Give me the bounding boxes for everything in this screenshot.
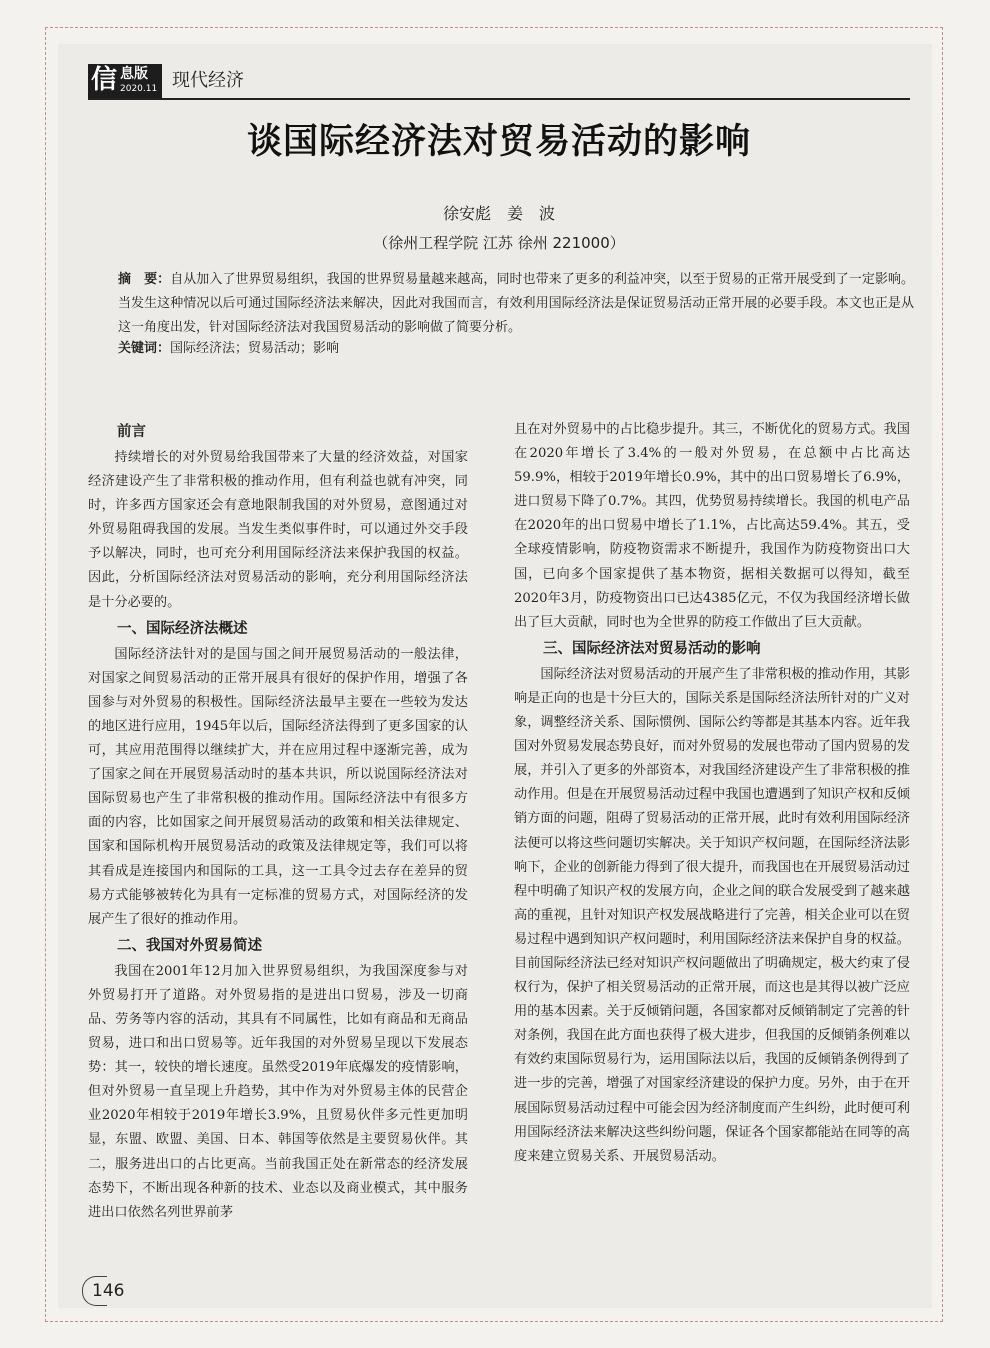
heading-section-2: 二、我国对外贸易简述 <box>117 937 262 954</box>
heading-section-1: 一、国际经济法概述 <box>117 620 248 637</box>
heading-intro: 前言 <box>117 424 146 440</box>
abstract-label: 摘 要： <box>118 272 171 287</box>
badge-big-char: 信 <box>91 65 118 95</box>
journal-header <box>88 64 910 100</box>
paragraph-section-2-continued: 且在对外贸易中的占比稳步提升。其三，不断优化的贸易方式。我国在2020年增长了3.4%的一般对外贸易，在总额中占比高达59.9%，相较于2019年增长0.9%，其中的出口贸易增长了6.9%，进口贸易下降了0.7%。其四，优势贸易持续增长。我国的机电产品在2020年的出口贸易中增长了1.1%，占比高达59.4%。其五，受全球疫情影响，防疫物资需求不断提升，我国作为防疫物资出口大国，已向多个国家提供了基本物资，据相关数据可以得知，截至2020年3月，防疫物资出口已达4385亿元，不仅为我国经济增长做出了巨大贡献，同时也为全世界的防疫工作做出了巨大贡献。 <box>514 422 910 630</box>
page-number-text: 146 <box>92 1281 125 1301</box>
article-title: 谈国际经济法对贸易活动的影响 <box>246 122 751 162</box>
abstract-text: 自从加入了世界贸易组织，我国的世界贸易量越来越高，同时也带来了更多的利益冲突，以至于贸易的正常开展受到了一定影响。当发生这种情况以后可通过国际经济法来解决，因此对我国而言，有效利用国际经济法是保证贸易活动正常开展的必要手段。本文也正是从这一角度出发，针对国际经济法对我国贸易活动的影响做了简要分析。 <box>118 272 914 335</box>
keywords-label: 关键词： <box>118 341 171 356</box>
paragraph-intro: 持续增长的对外贸易给我国带来了大量的经济效益，对国家经济建设产生了非常积极的推动作用，但有利益也就有冲突，同时，许多西方国家还会有意地限制我国的对外贸易，意图通过对外贸易阻碍我国的发展。当发生类似事件时，可以通过外交手段予以解决，同时，也可充分利用国际经济法来保护我国的权益。因此，分析国际经济法对贸易活动的影响，充分利用国际经济法是十分必要的。 <box>88 450 468 610</box>
journal-badge <box>88 64 162 98</box>
article-authors: 徐安彪 姜 波 <box>442 204 555 223</box>
section-name: 现代经济 <box>172 70 244 91</box>
badge-date: 2020.11 <box>120 84 158 94</box>
heading-section-3: 三、国际经济法对贸易活动的影响 <box>543 640 761 657</box>
keywords <box>118 338 914 360</box>
left-column <box>88 418 468 1225</box>
right-column <box>514 418 910 1169</box>
paragraph-section-1: 国际经济法针对的是国与国之间开展贸易活动的一般法律，对国家之间贸易活动的正常开展具有很好的保护作用，增强了各国参与对外贸易的积极性。国际经济法最早主要在一些较为发达的地区进行应用，1945年以后，国际经济法得到了更多国家的认可，其应用范围得以继续扩大，并在应用过程中逐渐完善，成为了国家之间在开展贸易活动时的基本共识，所以说国际经济法对国际贸易也产生了非常积极的推动作用。国际经济法中有很多方面的内容，比如国家之间开展贸易活动的政策和相关法律规定、国家和国际机构开展贸易活动的政策及法律规定等，我们可以将其看成是连接国内和国际的工具，这一工具令过去存在差异的贸易方式能够被转化为具有一定标准的贸易方式，对国际经济的发展产生了很好的推动作用。 <box>88 646 468 927</box>
article-affiliation: （徐州工程学院 江苏 徐州 221000） <box>373 234 625 252</box>
paragraph-section-3: 国际经济法对贸易活动的开展产生了非常积极的推动作用，其影响是正向的也是十分巨大的，国际关系是国际经济法所针对的广义对象，调整经济关系、国际惯例、国际公约等都是其基本内容。近年我国对外贸易发展态势良好，而对外贸易的发展也带动了国内贸易的发展，并引入了更多的外部资本，对我国经济建设产生了非常积极的推动作用。但是在开展贸易活动过程中我国也遭遇到了知识产权和反倾销方面的问题，阻碍了贸易活动的正常开展，此时有效利用国际经济法便可以将这些问题切实解决。关于知识产权问题，在国际经济法影响下，企业的创新能力得到了很大提升，而我国也在开展贸易活动过程中明确了知识产权的发展方向，企业之间的联合发展受到了越来越高的重视，且针对知识产权发展战略进行了完善，相关企业可以在贸易过程中遇到知识产权问题时，利用国际经济法来保护自身的权益。目前国际经济法已经对知识产权问题做出了明确规定，极大约束了侵权行为，保护了相关贸易活动的正常开展，而这也是其得以被广泛应用的基本因素。关于反倾销问题，各国家都对反倾销制定了完善的针对条例，我国在此方面也获得了极大进步，但我国的反倾销条例难以有效约束国际贸易行为，运用国际法以后，我国的反倾销条例得到了进一步的完善，增强了对国家经济建设的保护力度。另外，由于在开展国际贸易活动过程中可能会因为经济制度而产生纠纷，此时便可利用国际经济法来解决这些纠纷问题，保证各个国家都能站在同等的高度来建立贸易关系、开展贸易活动。 <box>514 666 910 1164</box>
page-number <box>88 1278 124 1304</box>
paragraph-section-2: 我国在2001年12月加入世界贸易组织，为我国深度参与对外贸易打开了道路。对外贸易指的是进出口贸易，涉及一切商品、劳务等内容的活动，其具有不同属性，比如有商品和无商品贸易，进口和出口贸易等。近年我国的对外贸易呈现以下发展态势：其一，较快的增长速度。虽然受2019年底爆发的疫情影响，但对外贸易一直呈现上升趋势，其中作为对外贸易主体的民营企业2020年相较于2019年增长3.9%，且贸易伙伴多元性更加明显，东盟、欧盟、美国、日本、韩国等依然是主要贸易伙伴。其二，服务进出口的占比更高。当前我国正处在新常态的经济发展态势下，不断出现各种新的技术、业态以及商业模式，其中服务进出口依然名列世界前茅 <box>88 963 468 1220</box>
keywords-text: 国际经济法；贸易活动；影响 <box>170 341 340 356</box>
abstract <box>118 268 914 340</box>
badge-small-text: 息版 <box>120 66 148 82</box>
